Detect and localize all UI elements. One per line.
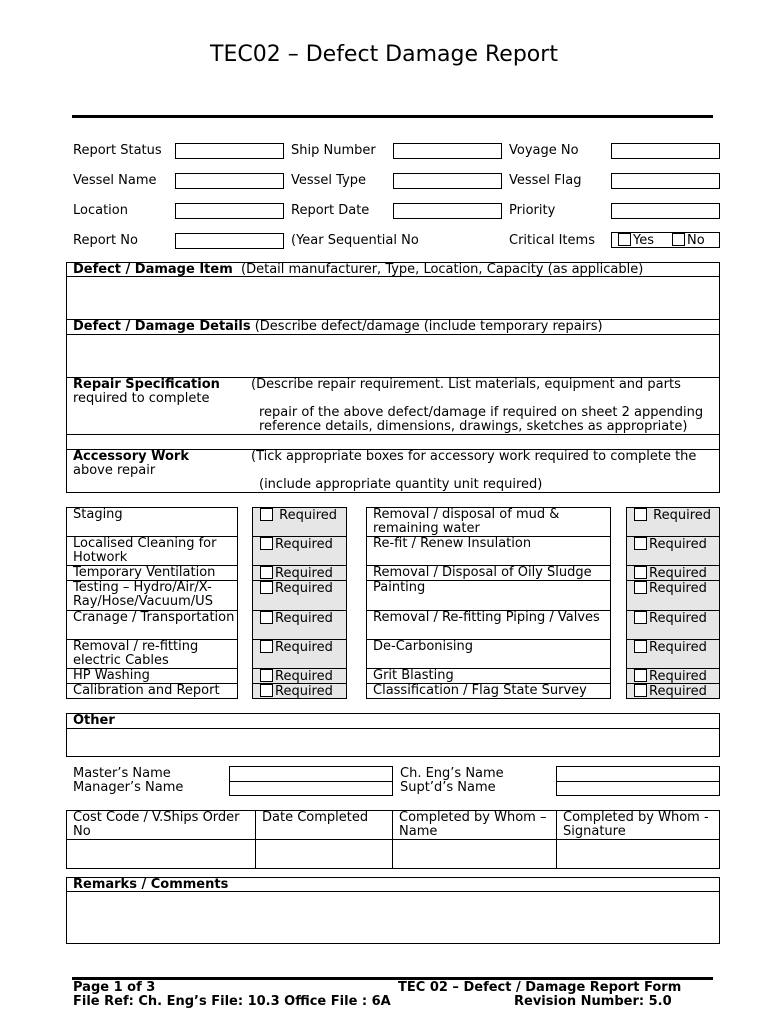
report-date-label: Report Date: [291, 203, 370, 218]
required-checkbox[interactable]: [260, 581, 273, 594]
year-sequential-label: (Year Sequential No: [291, 233, 419, 248]
required-checkbox[interactable]: [634, 508, 647, 521]
suptd-name-label: Supt’d’s Name: [400, 780, 496, 795]
date-completed-input[interactable]: [256, 840, 392, 868]
repair-spec-desc1: (Describe repair requirement. List materials, equipment and parts: [251, 377, 681, 392]
repair-spec-desc2: repair of the above defect/damage if required on sheet 2 appending: [259, 405, 704, 420]
date-completed-header: Date Completed: [262, 810, 369, 825]
voyage-no-input[interactable]: [611, 143, 720, 159]
completed-by-signature-header: Completed by Whom - Signature: [563, 810, 709, 839]
required-checkbox[interactable]: [260, 611, 273, 624]
required-label: Required: [649, 537, 707, 552]
defect-details-title: Defect / Damage Details: [73, 319, 251, 334]
file-ref: File Ref: Ch. Eng’s File: 10.3 Office File : 6A: [73, 994, 391, 1009]
accessory-item: Staging: [73, 507, 123, 522]
required-checkbox[interactable]: [634, 566, 647, 579]
location-input[interactable]: [175, 203, 284, 219]
page-title: TEC02 – Defect Damage Report: [210, 42, 558, 67]
vessel-type-label: Vessel Type: [291, 173, 367, 188]
required-checkbox[interactable]: [260, 684, 273, 697]
repair-spec-title: Repair Specification: [73, 377, 220, 392]
report-status-input[interactable]: [175, 143, 284, 159]
required-option[interactable]: [260, 684, 333, 699]
required-option[interactable]: [260, 508, 337, 523]
accessory-item: Temporary Ventilation: [73, 565, 216, 580]
required-checkbox[interactable]: [260, 640, 273, 653]
location-label: Location: [73, 203, 128, 218]
managers-name-label: Manager’s Name: [73, 780, 184, 795]
vessel-name-label: Vessel Name: [73, 173, 157, 188]
report-date-input[interactable]: [393, 203, 502, 219]
required-label: Required: [649, 640, 707, 655]
form-name: TEC 02 – Defect / Damage Report Form: [398, 980, 682, 995]
required-label: Required: [275, 537, 333, 552]
required-checkbox[interactable]: [634, 537, 647, 550]
required-checkbox[interactable]: [634, 640, 647, 653]
remarks-title: Remarks / Comments: [73, 877, 229, 892]
vessel-flag-input[interactable]: [611, 173, 720, 189]
ship-number-input[interactable]: [393, 143, 502, 159]
required-label: Required: [275, 640, 333, 655]
critical-items-label: Critical Items: [509, 233, 595, 248]
priority-label: Priority: [509, 203, 556, 218]
required-option[interactable]: [634, 581, 707, 596]
critical-no-option[interactable]: [672, 233, 705, 248]
required-option[interactable]: [260, 611, 333, 626]
accessory-item: HP Washing: [73, 668, 150, 683]
required-checkbox[interactable]: [260, 669, 273, 682]
completed-by-name-header: Completed by Whom – Name: [399, 810, 547, 839]
title-divider: [72, 115, 713, 118]
required-label: Required: [649, 566, 707, 581]
accessory-item: De-Carbonising: [373, 639, 474, 654]
divider: [229, 781, 393, 782]
required-option[interactable]: [260, 566, 333, 581]
required-option[interactable]: [634, 611, 707, 626]
required-label: Required: [649, 669, 707, 684]
accessory-item: Removal / disposal of mud & remaining water: [373, 507, 560, 536]
report-no-label: Report No: [73, 233, 138, 248]
required-label: Required: [275, 669, 333, 684]
repair-spec-input[interactable]: [67, 435, 719, 449]
required-checkbox[interactable]: [260, 566, 273, 579]
required-label: Required: [275, 581, 333, 596]
defect-details-input[interactable]: [67, 335, 719, 377]
required-label: Required: [275, 684, 333, 699]
accessory-work-desc1: (Tick appropriate boxes for accessory work required to complete the: [251, 449, 697, 464]
accessory-item: Classification / Flag State Survey: [373, 683, 587, 698]
accessory-work-sub: above repair: [73, 463, 156, 478]
cost-code-header: Cost Code / V.Ships Order No: [73, 810, 240, 839]
accessory-item: Removal / re-fitting electric Cables: [73, 639, 199, 668]
accessory-item: Re-fit / Renew Insulation: [373, 536, 532, 551]
repair-spec-sub: required to complete: [73, 391, 210, 406]
accessory-item: Cranage / Transportation: [73, 610, 235, 625]
required-option[interactable]: [260, 669, 333, 684]
page-number: Page 1 of 3: [73, 980, 156, 995]
required-label: Required: [275, 566, 333, 581]
voyage-no-label: Voyage No: [509, 143, 579, 158]
priority-input[interactable]: [611, 203, 720, 219]
critical-yes-option[interactable]: [618, 233, 654, 248]
accessory-item: Localised Cleaning for Hotwork: [73, 536, 217, 565]
required-label: Required: [649, 611, 707, 626]
required-label: Required: [653, 508, 711, 523]
required-checkbox[interactable]: [634, 581, 647, 594]
no-label: No: [687, 233, 705, 248]
defect-details-heading: [73, 319, 603, 334]
required-checkbox[interactable]: [260, 508, 273, 521]
other-title: Other: [73, 713, 115, 728]
other-input[interactable]: [67, 729, 719, 756]
required-option[interactable]: [634, 537, 707, 552]
revision-number: Revision Number: 5.0: [514, 994, 672, 1009]
required-label: Required: [649, 581, 707, 596]
ship-number-label: Ship Number: [291, 143, 376, 158]
yes-label: Yes: [633, 233, 654, 248]
defect-details-desc: (Describe defect/damage (include temporary repairs): [254, 319, 603, 334]
report-no-input[interactable]: [175, 233, 284, 249]
accessory-item: Removal / Disposal of Oily Sludge: [373, 565, 592, 580]
remarks-input[interactable]: [67, 892, 719, 943]
completed-by-signature-input[interactable]: [557, 840, 719, 868]
required-option[interactable]: [634, 669, 707, 684]
completed-by-name-input[interactable]: [393, 840, 556, 868]
defect-item-heading: [73, 262, 643, 277]
defect-item-desc: (Detail manufacturer, Type, Location, Capacity (as applicable): [241, 262, 644, 277]
required-option[interactable]: [634, 684, 707, 699]
no-checkbox[interactable]: [672, 233, 685, 246]
required-option[interactable]: [634, 508, 711, 523]
accessory-item: Calibration and Report: [73, 683, 220, 698]
vessel-type-input[interactable]: [393, 173, 502, 189]
required-option[interactable]: [260, 581, 333, 596]
yes-checkbox[interactable]: [618, 233, 631, 246]
defect-item-input[interactable]: [67, 277, 719, 319]
accessory-work-desc2: (include appropriate quantity unit required): [259, 477, 543, 492]
required-checkbox[interactable]: [634, 684, 647, 697]
accessory-item: Painting: [373, 580, 426, 595]
required-label: Required: [275, 611, 333, 626]
cost-code-input[interactable]: [67, 840, 255, 868]
accessory-item: Grit Blasting: [373, 668, 454, 683]
required-checkbox[interactable]: [260, 537, 273, 550]
required-option[interactable]: [634, 566, 707, 581]
required-label: Required: [279, 508, 337, 523]
masters-name-label: Master’s Name: [73, 766, 171, 781]
required-option[interactable]: [634, 640, 707, 655]
ch-eng-name-label: Ch. Eng’s Name: [400, 766, 504, 781]
vessel-flag-label: Vessel Flag: [509, 173, 582, 188]
required-option[interactable]: [260, 640, 333, 655]
accessory-item: Testing – Hydro/Air/X-Ray/Hose/Vacuum/US: [73, 580, 213, 609]
required-option[interactable]: [260, 537, 333, 552]
accessory-item: Removal / Re-fitting Piping / Valves: [373, 610, 600, 625]
divider: [556, 781, 720, 782]
vessel-name-input[interactable]: [175, 173, 284, 189]
defect-item-title: Defect / Damage Item: [73, 262, 233, 277]
required-label: Required: [649, 684, 707, 699]
accessory-work-title: Accessory Work: [73, 449, 189, 464]
required-checkbox[interactable]: [634, 669, 647, 682]
repair-spec-desc3: reference details, dimensions, drawings, sketches as appropriate): [259, 419, 688, 434]
report-status-label: Report Status: [73, 143, 162, 158]
required-checkbox[interactable]: [634, 611, 647, 624]
